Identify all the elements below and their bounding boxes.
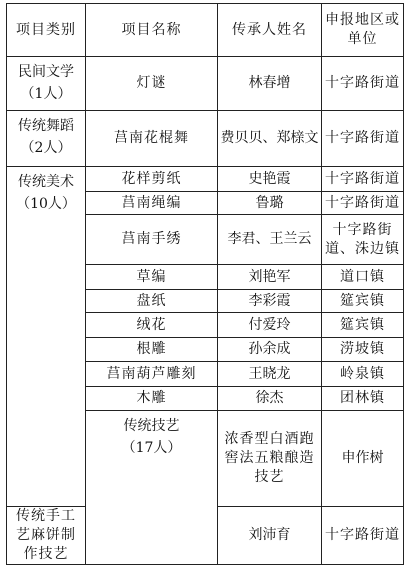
region-cell: 十字路街道、洙边镇 xyxy=(322,215,404,265)
category-cell xyxy=(7,111,86,167)
heritage-inheritors-table xyxy=(6,3,404,565)
project-name-cell: 草编 xyxy=(86,265,218,290)
inheritor-name-cell: 林春增 xyxy=(218,57,322,111)
region-cell: 十字路街道 xyxy=(322,507,404,565)
project-name-cell: 木雕 xyxy=(86,387,218,411)
region-cell: 筵宾镇 xyxy=(322,313,404,338)
inheritor-name-cell: 刘沛育 xyxy=(218,507,322,565)
region-cell: 涝坡镇 xyxy=(322,338,404,362)
project-name-cell: 盘纸 xyxy=(86,290,218,313)
region-cell: 道口镇 xyxy=(322,265,404,290)
header-project-name: 项目名称 xyxy=(86,4,218,57)
header-category: 项目类别 xyxy=(7,4,86,57)
inheritor-name-cell: 李君、王兰云 xyxy=(218,215,322,265)
inheritor-name-cell: 付爱玲 xyxy=(218,313,322,338)
region-cell: 十字路街道 xyxy=(322,111,404,167)
project-name-cell: 花样剪纸 xyxy=(86,167,218,192)
inheritor-name-cell: 徐杰 xyxy=(218,387,322,411)
project-name-cell: 灯谜 xyxy=(86,57,218,111)
table-row xyxy=(7,57,404,111)
region-cell: 十字路街道 xyxy=(322,192,404,215)
inheritor-name-cell: 刘艳军 xyxy=(218,265,322,290)
inheritor-name-cell: 王晓龙 xyxy=(218,362,322,387)
category-name: 传统技艺 xyxy=(123,418,180,434)
project-name-cell: 莒南花棍舞 xyxy=(86,111,218,167)
project-name-cell: 传统手工艺麻饼制作技艺 xyxy=(7,507,86,565)
project-name-cell: 根雕 xyxy=(86,338,218,362)
project-name-cell: 莒南手绣 xyxy=(86,215,218,265)
category-name: 民间文学 xyxy=(18,64,74,80)
category-count: （10人） xyxy=(16,196,76,212)
table-body xyxy=(7,4,404,565)
category-cell xyxy=(7,167,86,507)
project-name-cell: 莒南葫芦雕刻 xyxy=(86,362,218,387)
inheritor-name-cell: 史艳霞 xyxy=(218,167,322,192)
region-cell: 十字路街道 xyxy=(322,167,404,192)
header-region: 申报地区或单位 xyxy=(322,4,404,57)
inheritor-name-cell: 申作树 xyxy=(322,411,404,507)
region-cell: 团林镇 xyxy=(322,387,404,411)
project-name-cell: 莒南绳编 xyxy=(86,192,218,215)
table-row xyxy=(7,111,404,167)
project-name-cell: 绒花 xyxy=(86,313,218,338)
header-row xyxy=(7,4,404,57)
inheritor-name-cell: 李彩霞 xyxy=(218,290,322,313)
category-name: 传统美术 xyxy=(18,174,74,190)
region-cell: 筵宾镇 xyxy=(322,290,404,313)
project-name-cell: 浓香型白酒跑窖法五粮酿造技艺 xyxy=(218,411,322,507)
category-cell xyxy=(7,57,86,111)
inheritor-name-cell: 孙余成 xyxy=(218,338,322,362)
category-cell xyxy=(86,411,218,565)
category-count: （1人） xyxy=(20,86,72,102)
category-count: （2人） xyxy=(20,140,72,156)
header-inheritor-name: 传承人姓名 xyxy=(218,4,322,57)
table-row xyxy=(7,167,404,192)
region-cell: 岭泉镇 xyxy=(322,362,404,387)
region-cell: 十字路街道 xyxy=(322,57,404,111)
category-name: 传统舞蹈 xyxy=(18,118,74,134)
inheritor-name-cell: 鲁璐 xyxy=(218,192,322,215)
inheritor-name-cell: 费贝贝、郑榇文 xyxy=(218,111,322,167)
category-count: （17人） xyxy=(121,440,182,456)
